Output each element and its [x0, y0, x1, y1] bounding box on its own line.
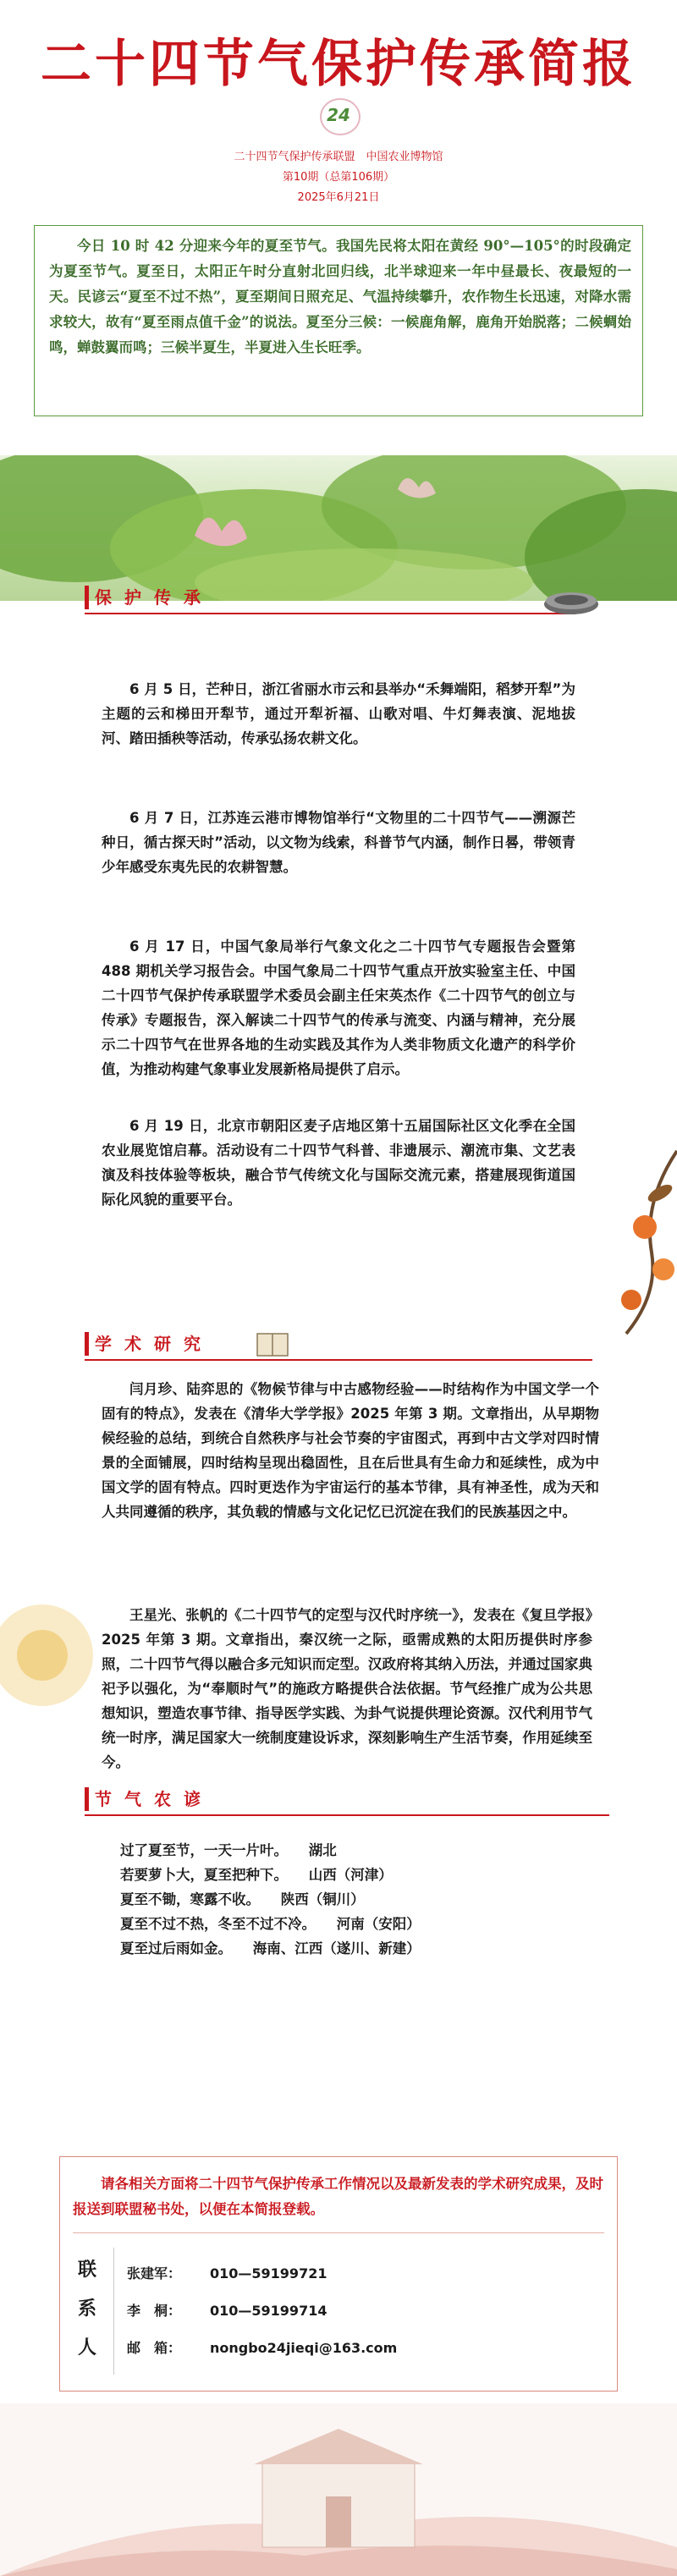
persimmon-branch-illustration: [592, 1134, 677, 1337]
heading-char: 农: [154, 1789, 184, 1809]
section-underline: [85, 1814, 609, 1816]
heading-char: 承: [184, 587, 213, 608]
news-paragraph: 6 月 7 日，江苏连云港市博物馆举行“文物里的二十四节气——溯源芒种日，循古探天时”活动，以文物为线索，科普节气内涵，制作日晷，带领青少年感受东夷先民的农耕智慧。: [102, 810, 575, 875]
heading-char: 节: [95, 1789, 124, 1809]
publisher-organizations: 二十四节气保护传承联盟 中国农业博物馆: [234, 151, 443, 163]
heading-char: 保: [95, 587, 124, 608]
inkstone-decoration-icon: [542, 582, 601, 619]
email-label: 邮 箱：: [127, 2340, 182, 2356]
research-paragraph: 王星光、张帆的《二十四节气的定型与汉代时序统一》，发表在《复旦学报》2025 年第 3 期。文章指出，秦汉统一之际，亟需成熟的太阳历提供时序参照，二十四节气得以融合多元知识而定型。汉政府将其纳入历法，并通过国家典祀予以强化，为“奉顺时气”的施政方略提供合法依据。节气经推广成为公共思想知识，塑造农事节律、指导医学实践、为卦气说提供理论资源。汉代利用节气统一时序，满足国家大一统制度建设诉求，深刻影响生产生活节奏，作用延续至今。: [102, 1607, 592, 1770]
section-underline: [85, 1359, 592, 1361]
contact-phone[interactable]: 010—59199714: [210, 2303, 327, 2319]
section-header-research: [85, 1327, 592, 1361]
heading-char: 究: [184, 1334, 213, 1354]
museum-building-illustration: [0, 2403, 677, 2576]
proverb-line: 夏至不过不热，冬至不过不冷。 河南（安阳）: [120, 1916, 421, 1932]
publish-date: 2025年6月21日: [297, 191, 380, 204]
solar-terms-24-logo: [315, 95, 362, 135]
intro-paragraph: 今日 10 时 42 分迎来今年的夏至节气。我国先民将太阳在黄经 90°—105°的时段确定为夏至节气。夏至日，太阳正午时分直射北回归线，北半球迎来一年中昼最长、夜最短的一天。民谚云“夏至不过不热”，夏至期间日照充足、气温持续攀升，农作物生长迅速，对降水需求较大，故有“夏至雨点值千金”的说法。夏至分三候：一候鹿角解，鹿角开始脱落；二候蜩始鸣，蝉鼓翼而鸣；三候半夏生，半夏进入生长旺季。: [49, 238, 631, 355]
proverb-line: 夏至不锄，寒露不收。 陕西（铜川）: [120, 1891, 365, 1907]
section-underline: [85, 613, 575, 614]
contact-name: 李 桐：: [127, 2303, 182, 2319]
submission-request-text: 请各相关方面将二十四节气保护传承工作情况以及最新发表的学术研究成果，及时报送到联盟秘书处，以便在本简报登载。: [73, 2176, 603, 2217]
contact-separator: [113, 2248, 114, 2375]
heading-char: 传: [154, 587, 184, 608]
book-scroll-icon: [254, 1329, 291, 1361]
heading-char: 谚: [184, 1789, 213, 1809]
contact-phone-row: [127, 2263, 327, 2282]
proverb-line: 若要萝卜大，夏至把种下。 山西（河津）: [120, 1867, 393, 1883]
section-header-protection: [85, 581, 575, 614]
issue-number: 第10期（总第106期）: [282, 171, 395, 184]
heading-char: 术: [124, 1334, 154, 1354]
chrysanthemum-illustration: [0, 1562, 118, 1748]
section-header-proverbs: [85, 1782, 609, 1816]
heading-char: 研: [154, 1334, 184, 1354]
heading-char: 护: [124, 587, 154, 608]
lotus-leaves-illustration: [0, 455, 677, 601]
lotus-pond-banner-image: [0, 455, 677, 601]
heading-char: 气: [124, 1789, 154, 1809]
contact-label: 联系人: [78, 2260, 97, 2359]
proverb-line: 过了夏至节，一天一片叶。 湖北: [120, 1842, 337, 1858]
heading-char: 学: [95, 1334, 124, 1354]
newsletter-title: 二十四节气保护传承简报: [41, 35, 636, 94]
news-paragraph: 6 月 19 日，北京市朝阳区麦子店地区第十五届国际社区文化季在全国农业展览馆启幕。活动设有二十四节气科普、非遗展示、潮流市集、文艺表演及科技体验等板块，融合节气传统文化与国际交流元素，搭建展现街道国际化风貌的重要平台。: [102, 1118, 575, 1208]
news-paragraph: 6 月 5 日，芒种日，浙江省丽水市云和县举办“禾舞端阳，稻梦开犁”为主题的云和梯田开犁节，通过开犁祈福、山歌对唱、牛灯舞表演、泥地拔河、踏田插秧等活动，传承弘扬农耕文化。: [102, 681, 575, 746]
contact-name: 张建军：: [127, 2265, 182, 2282]
section-marker: [85, 1332, 89, 1356]
contact-phone[interactable]: 010—59199721: [210, 2265, 327, 2282]
contact-email-row: [127, 2337, 397, 2357]
contact-email[interactable]: nongbo24jieqi@163.com: [210, 2340, 398, 2356]
research-paragraph: 闫月珍、陆弈思的《物候节律与中古感物经验——时结构作为中国文学一个固有的特点》，发表在《清华大学学报》2025 年第 3 期。文章指出，从早期物候经验的总结，到统合自然秩序与社会节奏的宇宙图式，再到中古文学对四时情景的全面铺展，四时结构呈现出稳固性，且在后世具有生命力和延续性，成为中国文学的固有特点。四时更迭作为宇宙运行的基本节律，具有神圣性，成为天和人共同遵循的秩序，其负载的情感与文化记忆已沉淀在我们的民族基因之中。: [102, 1381, 599, 1520]
section-marker: [85, 1787, 89, 1811]
contact-divider: [73, 2232, 604, 2233]
contact-phone-row: [127, 2300, 327, 2320]
news-paragraph: 6 月 17 日，中国气象局举行气象文化之二十四节气专题报告会暨第 488 期机关学习报告会。中国气象局二十四节气重点开放实验室主任、中国二十四节气保护传承联盟学术委员会副主任宋英杰作《二十四节气的创立与传承》专题报告，深入解读二十四节气的传承与流变、内涵与精神，充分展示二十四节气在世界各地的生动实践及其作为人类非物质文化遗产的科学价值，为推动构建气象事业发展新格局提供了启示。: [102, 938, 575, 1077]
proverb-line: 夏至过后雨如金。 海南、江西（遂川、新建）: [120, 1940, 421, 1957]
logo-number: 24: [327, 105, 350, 125]
section-marker: [85, 586, 89, 609]
